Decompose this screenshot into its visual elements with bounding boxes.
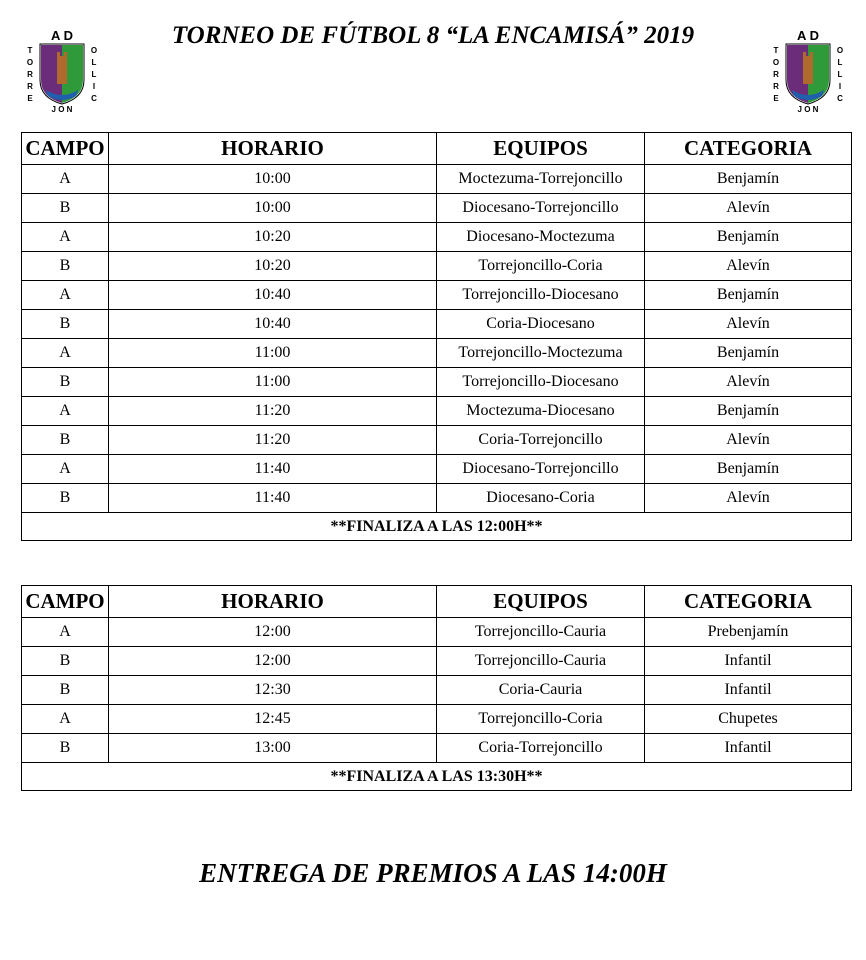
table-row: [22, 734, 852, 763]
horario-cell: 11:20: [109, 397, 437, 426]
table-body: [22, 165, 852, 513]
table-body: [22, 618, 852, 763]
equipos-cell: Torrejoncillo-Diocesano: [437, 281, 645, 310]
svg-text:O: O: [836, 46, 844, 55]
table-row: [22, 194, 852, 223]
campo-cell: B: [22, 368, 109, 397]
categoria-cell: Chupetes: [645, 705, 852, 734]
categoria-cell: Benjamín: [645, 339, 852, 368]
column-header-equipos: EQUIPOS: [437, 586, 645, 618]
horario-cell: 12:00: [109, 618, 437, 647]
equipos-cell: Coria-Cauria: [437, 676, 645, 705]
categoria-cell: Alevín: [645, 194, 852, 223]
table-row: [22, 339, 852, 368]
equipos-cell: Diocesano-Torrejoncillo: [437, 455, 645, 484]
horario-cell: 10:00: [109, 194, 437, 223]
categoria-cell: Benjamín: [645, 455, 852, 484]
horario-cell: 10:20: [109, 252, 437, 281]
campo-cell: A: [22, 455, 109, 484]
horario-cell: 11:40: [109, 455, 437, 484]
table-row: [22, 252, 852, 281]
categoria-cell: Infantil: [645, 647, 852, 676]
page-title: TORNEO DE FÚTBOL 8 “LA ENCAMISÁ” 2019: [171, 22, 695, 49]
horario-cell: 12:00: [109, 647, 437, 676]
column-header-horario: HORARIO: [109, 133, 437, 165]
table-row: [22, 397, 852, 426]
categoria-cell: Alevín: [645, 252, 852, 281]
campo-cell: B: [22, 647, 109, 676]
table-row: [22, 618, 852, 647]
categoria-cell: Alevín: [645, 368, 852, 397]
finish-time-note: **FINALIZA A LAS 12:00H**: [22, 513, 852, 541]
finish-time-note: **FINALIZA A LAS 13:30H**: [22, 763, 852, 791]
categoria-cell: Alevín: [645, 426, 852, 455]
campo-cell: B: [22, 252, 109, 281]
svg-text:O: O: [90, 46, 98, 55]
svg-text:R: R: [27, 70, 33, 79]
categoria-cell: Benjamín: [645, 223, 852, 252]
equipos-cell: Torrejoncillo-Cauria: [437, 647, 645, 676]
campo-cell: A: [22, 339, 109, 368]
table-footer-row: [22, 763, 852, 791]
svg-text:L: L: [837, 58, 843, 67]
svg-text:R: R: [27, 82, 33, 91]
campo-cell: A: [22, 705, 109, 734]
schedule-table-midday: [21, 585, 852, 791]
equipos-cell: Coria-Torrejoncillo: [437, 426, 645, 455]
club-crest-icon: [24, 28, 100, 114]
horario-cell: 12:45: [109, 705, 437, 734]
table-row: [22, 705, 852, 734]
equipos-cell: Torrejoncillo-Coria: [437, 705, 645, 734]
horario-cell: 11:40: [109, 484, 437, 513]
categoria-cell: Alevín: [645, 484, 852, 513]
svg-text:T: T: [27, 46, 33, 55]
equipos-cell: Moctezuma-Diocesano: [437, 397, 645, 426]
svg-text:O: O: [26, 58, 34, 67]
equipos-cell: Diocesano-Moctezuma: [437, 223, 645, 252]
horario-cell: 10:00: [109, 165, 437, 194]
equipos-cell: Torrejoncillo-Cauria: [437, 618, 645, 647]
column-header-categoria: CATEGORIA: [645, 586, 852, 618]
campo-cell: B: [22, 194, 109, 223]
svg-text:E: E: [27, 94, 33, 103]
table-header-row: [22, 586, 852, 618]
equipos-cell: Coria-Torrejoncillo: [437, 734, 645, 763]
club-logo-left: [24, 28, 100, 114]
svg-text:L: L: [837, 70, 843, 79]
table-row: [22, 647, 852, 676]
categoria-cell: Prebenjamín: [645, 618, 852, 647]
categoria-cell: Benjamín: [645, 281, 852, 310]
schedule-table-morning: [21, 132, 852, 541]
campo-cell: A: [22, 223, 109, 252]
awards-announcement: ENTREGA DE PREMIOS A LAS 14:00H: [199, 858, 667, 888]
horario-cell: 10:20: [109, 223, 437, 252]
svg-text:C: C: [91, 94, 97, 103]
equipos-cell: Moctezuma-Torrejoncillo: [437, 165, 645, 194]
campo-cell: B: [22, 310, 109, 339]
equipos-cell: Diocesano-Torrejoncillo: [437, 194, 645, 223]
table-footer-row: [22, 513, 852, 541]
horario-cell: 11:00: [109, 368, 437, 397]
equipos-cell: Torrejoncillo-Coria: [437, 252, 645, 281]
table-row: [22, 223, 852, 252]
column-header-campo: CAMPO: [22, 133, 109, 165]
categoria-cell: Benjamín: [645, 165, 852, 194]
svg-text:R: R: [773, 70, 779, 79]
club-logo-right: [770, 28, 846, 114]
categoria-cell: Benjamín: [645, 397, 852, 426]
categoria-cell: Infantil: [645, 734, 852, 763]
svg-text:O: O: [772, 58, 780, 67]
equipos-cell: Coria-Diocesano: [437, 310, 645, 339]
svg-text:L: L: [91, 58, 97, 67]
column-header-equipos: EQUIPOS: [437, 133, 645, 165]
campo-cell: B: [22, 484, 109, 513]
svg-text:R: R: [773, 82, 779, 91]
campo-cell: A: [22, 397, 109, 426]
table-row: [22, 426, 852, 455]
table-row: [22, 165, 852, 194]
table-row: [22, 310, 852, 339]
horario-cell: 11:00: [109, 339, 437, 368]
table-row: [22, 676, 852, 705]
horario-cell: 10:40: [109, 310, 437, 339]
svg-text:J O N: J O N: [51, 105, 73, 114]
horario-cell: 11:20: [109, 426, 437, 455]
svg-text:A D: A D: [51, 28, 73, 43]
campo-cell: B: [22, 426, 109, 455]
categoria-cell: Alevín: [645, 310, 852, 339]
svg-text:A D: A D: [797, 28, 819, 43]
svg-text:E: E: [773, 94, 779, 103]
campo-cell: A: [22, 281, 109, 310]
campo-cell: B: [22, 734, 109, 763]
column-header-categoria: CATEGORIA: [645, 133, 852, 165]
svg-text:C: C: [837, 94, 843, 103]
club-crest-icon: [770, 28, 846, 114]
horario-cell: 12:30: [109, 676, 437, 705]
campo-cell: A: [22, 618, 109, 647]
table-row: [22, 281, 852, 310]
horario-cell: 10:40: [109, 281, 437, 310]
svg-text:I: I: [838, 82, 842, 91]
table-row: [22, 455, 852, 484]
svg-text:I: I: [92, 82, 96, 91]
svg-text:J O N: J O N: [797, 105, 819, 114]
column-header-horario: HORARIO: [109, 586, 437, 618]
categoria-cell: Infantil: [645, 676, 852, 705]
equipos-cell: Torrejoncillo-Diocesano: [437, 368, 645, 397]
column-header-campo: CAMPO: [22, 586, 109, 618]
table-row: [22, 484, 852, 513]
equipos-cell: Torrejoncillo-Moctezuma: [437, 339, 645, 368]
svg-text:L: L: [91, 70, 97, 79]
horario-cell: 13:00: [109, 734, 437, 763]
table-row: [22, 368, 852, 397]
table-header-row: [22, 133, 852, 165]
campo-cell: A: [22, 165, 109, 194]
svg-text:T: T: [773, 46, 779, 55]
equipos-cell: Diocesano-Coria: [437, 484, 645, 513]
campo-cell: B: [22, 676, 109, 705]
